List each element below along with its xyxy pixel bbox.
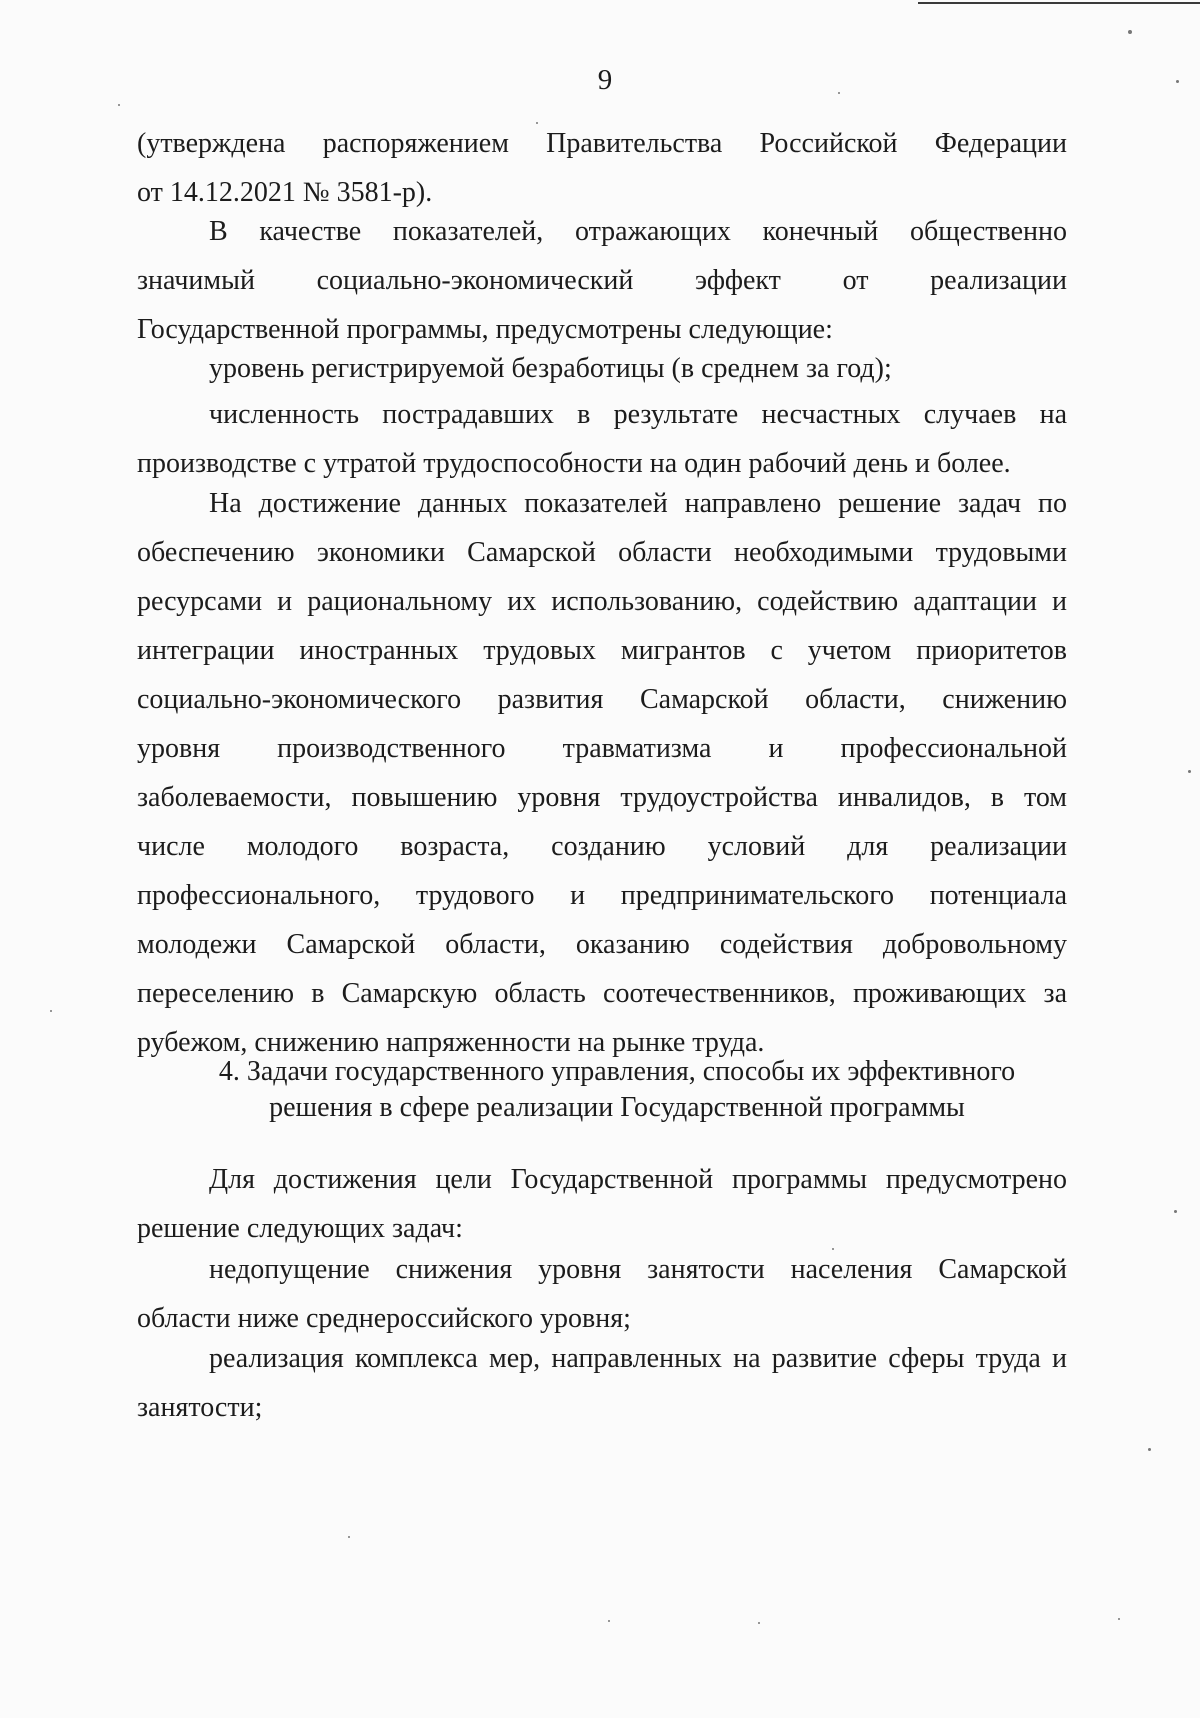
section-heading-line: 4. Задачи государственного управления, способы их эффективного: [218, 1056, 1016, 1087]
paragraph-task-labor-sphere: [137, 1334, 1067, 1432]
paragraph-continuation: [137, 119, 1067, 217]
section-heading-line: решения в сфере реализации Государственной программы: [269, 1092, 965, 1123]
paragraph-line: решение следующих задач:: [137, 1213, 463, 1244]
page-number: 9: [597, 64, 613, 96]
scan-speck: [832, 1248, 834, 1250]
paragraph-line: Государственной программы, предусмотрены следующие:: [137, 314, 833, 345]
paragraph-goal-tasks: [137, 1155, 1067, 1253]
scan-speck: [1176, 80, 1179, 83]
scan-speck: [838, 92, 840, 94]
paragraph-line: реализация комплекса мер, направленных на развитие сферы труда и: [209, 1343, 1067, 1374]
paragraph-tasks-description: [137, 479, 1067, 1067]
paragraph-line: рубежом, снижению напряженности на рынке труда.: [137, 1027, 765, 1058]
paragraph-line: численность пострадавших в результате несчастных случаев на: [209, 399, 1067, 430]
paragraph-line: производстве с утратой трудоспособности на один рабочий день и более.: [137, 448, 1011, 479]
paragraph-line: от 14.12.2021 № 3581-р).: [137, 177, 433, 208]
paragraph-line: заболеваемости, повышению уровня трудоустройства инвалидов, в том: [137, 782, 1067, 813]
paragraph-line: недопущение снижения уровня занятости населения Самарской: [209, 1254, 1067, 1285]
scan-speck: [758, 1622, 760, 1624]
paragraph-line: переселению в Самарскую область соотечественников, проживающих за: [137, 978, 1067, 1009]
paragraph-line: В качестве показателей, отражающих конечный общественно: [209, 216, 1067, 247]
paragraph-line: На достижение данных показателей направлено решение задач по: [209, 488, 1067, 519]
paragraph-line: Для достижения цели Государственной программы предусмотрено: [209, 1164, 1067, 1195]
paragraph-line: интеграции иностранных трудовых мигрантов с учетом приоритетов: [137, 635, 1067, 666]
paragraph-line: области ниже среднероссийского уровня;: [137, 1303, 631, 1334]
paragraph-line: занятости;: [137, 1392, 263, 1423]
scan-speck: [50, 1010, 52, 1012]
paragraph-task-employment: [137, 1245, 1067, 1343]
scan-speck: [1118, 1618, 1120, 1620]
scan-speck: [118, 104, 120, 106]
paragraph-line: молодежи Самарской области, оказанию содействия добровольному: [137, 929, 1067, 960]
paragraph-line: социально-экономического развития Самарской области, снижению: [137, 684, 1067, 715]
paragraph-line: числе молодого возраста, созданию условий для реализации: [137, 831, 1067, 862]
paragraph-line: уровня производственного травматизма и профессиональной: [137, 733, 1067, 764]
paragraph-indicator-injuries: [137, 390, 1067, 488]
scan-speck: [608, 1620, 610, 1622]
scan-speck: [1174, 1210, 1177, 1213]
paragraph-line: (утверждена распоряжением Правительства Российской Федерации: [137, 128, 1067, 159]
paragraph-line: обеспечению экономики Самарской области необходимыми трудовыми: [137, 537, 1067, 568]
scan-speck: [1128, 30, 1132, 34]
paragraph-line: уровень регистрируемой безработицы (в среднем за год);: [209, 353, 892, 384]
paragraph-line: профессионального, трудового и предпринимательского потенциала: [137, 880, 1067, 911]
top-edge-rule: [918, 2, 1200, 4]
section-heading: [137, 1054, 1097, 1126]
paragraph-indicator-unemployment: [137, 344, 1067, 393]
scan-speck: [1188, 770, 1191, 773]
paragraph-line: значимый социально-экономический эффект от реализации: [137, 265, 1067, 296]
paragraph-indicators-intro: [137, 207, 1067, 354]
paragraph-line: ресурсами и рациональному их использованию, содействию адаптации и: [137, 586, 1067, 617]
scan-speck: [1148, 1448, 1151, 1451]
scan-speck: [348, 1536, 350, 1538]
scan-speck: [536, 122, 538, 124]
